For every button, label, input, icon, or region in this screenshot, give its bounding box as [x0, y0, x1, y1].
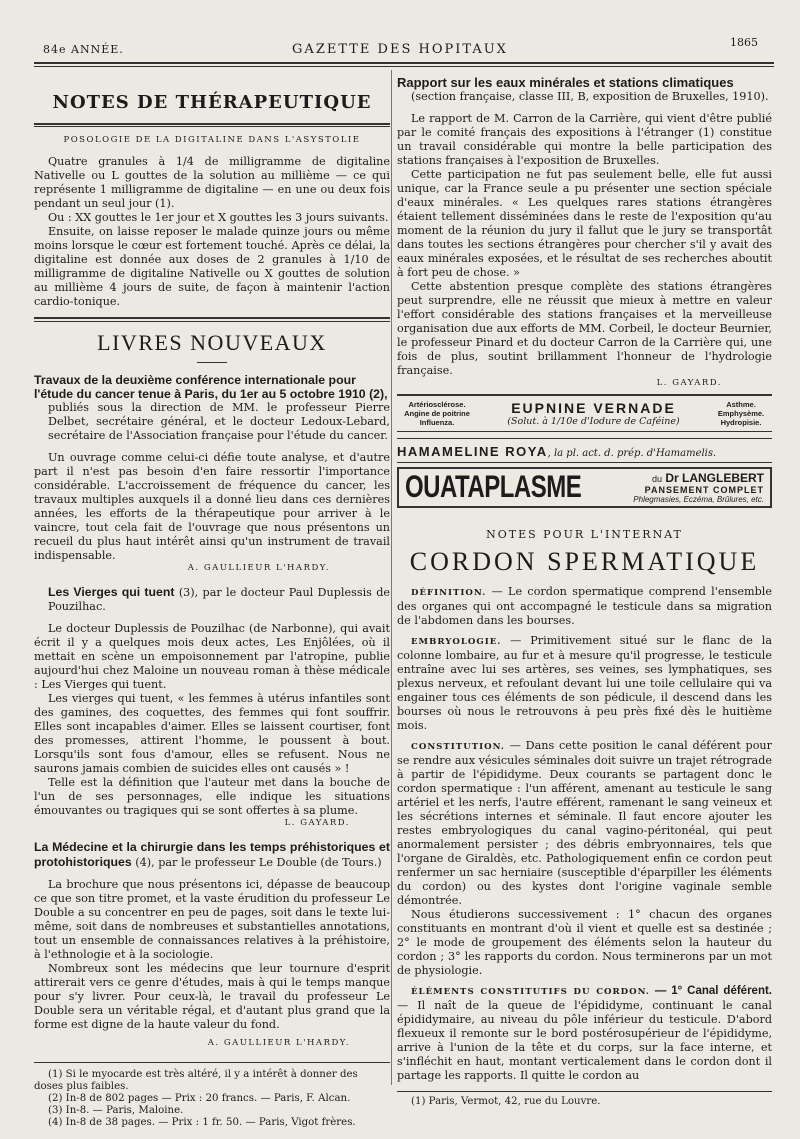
advert-indications: Artériosclérose. Angine de poitrine Influenza.: [404, 400, 470, 427]
advert-uses: Phlegmasies, Eczéma, Brûlures, etc.: [633, 495, 764, 504]
paragraph-lead: CONSTITUTION.: [411, 742, 505, 752]
book-byline: (4), par le professeur Le Double (de Tours.): [135, 856, 382, 869]
definition-text: — Le cordon spermatique comprend l'ensemble des organes qui ont accompagné le testicule dans sa migration de l'abdomen dans les bourses.: [397, 585, 772, 627]
footnote: (1) Si le myocarde est très altéré, il y a intérêt à donner des doses plus faibles.: [34, 1069, 358, 1092]
rapport-paragraph: Cette abstention presque complète des stations étrangères peut surprendre, elle ne réussit que mieux à mettre en valeur l'effort considérable des stations françaises et la merveilleuse organisation due aux efforts de MM. Corbeil, le docteur Beurnier, le professeur Pinard et du docteur Carron de la Carrière qui, une fois de plus, soutint brillamment l'honneur de l'hydrologie française.: [397, 280, 772, 377]
left-column: [34, 82, 390, 1129]
book-review: Nombreux sont les médecins que leur tournure d'esprit attirerait vers ce genre d'études, mais à qui le temps manque pour s'y livrer. Pour ceux-là, le travail du professeur Le Double sera un véritable régal, et d'autant plus grand que la forme est digne de la haute valeur du fond.: [34, 962, 390, 1031]
footnote: (1) Paris, Vermot, 42, rue du Louvre.: [411, 1096, 601, 1107]
paragraph-lead: ÉLÉMENTS CONSTITUTIFS DU CORDON.: [411, 987, 650, 997]
advert-brand: OUATAPLASME: [405, 469, 582, 505]
book-title: La Médecine et la chirurgie dans les temps préhistoriques et protohistoriques: [34, 840, 390, 869]
short-rule: [197, 362, 227, 363]
elements-text: — Il naît de la queue de l'épididyme, continuant le canal épididymaire, au niveau du pôle inférieur du testicule. D'abord flexueux il remonte sur le bord postérosupérieur de l'épididyme, arrive à l'union de la tête et du corps, sur la face interne, et s'infléchit en haut, montant verticalement dans le cordon dont il partage les rapports. Il quitte le cordon au: [397, 999, 772, 1082]
posology-subheading: POSOLOGIE DE LA DIGITALINE DANS L'ASYSTOLIE: [63, 135, 361, 145]
internat-heading: NOTES POUR L'INTERNAT: [486, 528, 683, 541]
book-byline: (3), par le docteur Paul Duplessis de Pouzilhac.: [48, 586, 391, 613]
cordon-title: CORDON SPERMATIQUE: [409, 547, 760, 576]
book-publisher: publiés sous la direction de MM. le professeur Pierre Delbet, secrétaire général, et le docteur Ledoux-Lebard, secrétaire de l'Association française pour l'étude du cancer.: [48, 401, 390, 442]
footnote: (2) In-8 de 802 pages — Prix : 20 francs. — Paris, F. Alcan.: [48, 1093, 351, 1104]
rapport-subtitle: (section française, classe III, B, exposition de Bruxelles, 1910).: [411, 90, 769, 103]
canal-deferent-title: — 1° Canal déférent.: [649, 985, 772, 997]
footnote-rule: [397, 1091, 772, 1092]
section-heading-livres: LIVRES NOUVEAUX: [97, 330, 327, 355]
journal-title: GAZETTE DES HOPITAUX: [292, 42, 508, 57]
signature: A. GAULLIEUR L'HARDY.: [207, 1038, 350, 1048]
advert-prefix: du: [651, 474, 662, 484]
book-title: Travaux de la deuxième conférence internationale pour l'étude du cancer tenue à Paris, du 1er au 5 octobre 1910 (2),: [34, 373, 388, 401]
book-review: Le docteur Duplessis de Pouzilhac (de Narbonne), qui avait écrit il y a quelques mois deux actes, Les Enjôlées, où il mettait en scène un empoisonnement par l'atropine, publie aujourd'hui chez Maloine un nouveau roman à thèse médicale : Les Vierges qui tuent.: [34, 622, 390, 691]
issue-number: 84e ANNÉE.: [43, 43, 124, 56]
section-divider: [34, 317, 390, 322]
right-column: [397, 76, 772, 1108]
rapport-paragraph: Le rapport de M. Carron de la Carrière, qui vient d'être publié par le comité français des expositions à l'étranger (1) constitue un travail considérable qui montre la belle participation des stations françaises à l'exposition de Bruxelles.: [397, 112, 772, 167]
divider: [34, 123, 390, 127]
rapport-paragraph: Cette participation ne fut pas seulement belle, elle fut aussi unique, car la France seule a pu présenter une section spéciale d'eaux minérales. « Les quelques rares stations étrangères étaient tellement disséminées dans le reste de l'exposition qu'au moment de la réunion du jury il fallut que le jury se transportât dans toutes les sections étrangères pour chercher s'il y avait des eaux minérales exposées, et le résultat de ses recherches aboutit à fort peu de chose. »: [397, 168, 772, 279]
constitution-text: — Dans cette position le canal déférent pour se rendre aux vésicules séminales doit suivre un trajet rétrograde à partir de l'épididyme. Deux courants se partagent donc le cordon spermatique : l'un afférent, amenant au testicule le sang artériel et les nerfs, l'autre efférent, ramenant le sang veineux et les sécrétions internes et séminale. Il faut encore ajouter les restes embryologiques du canal vagino-péritonéal, qui peut anormalement persister ; des débris embryonnaires, tels que l'organe de Giraldès, etc. Pathologiquement enfin ce cordon peut renfermer un sac herniaire (susceptible d'éparpiller les éléments du cordon) ou des kystes dont l'origine vaginale semble démontrée.: [397, 739, 772, 907]
advert-brand: EUPNINE VERNADE: [511, 400, 676, 416]
book-review: Les vierges qui tuent, « les femmes à utérus infantiles sont des gamines, des coquettes, des femmes qui font souffrir. Elles sont incapables d'aimer. Elles se laissent courtiser, font des promesses, attirent l'homme, le poussent à bout. Lorsqu'ils sont fous d'amour, elles se refusent. Nous ne saurons jamais combien de suicides elles ont causés » !: [34, 692, 390, 775]
footnote-rule: [34, 1062, 390, 1063]
advert-subtitle: PANSEMENT COMPLET: [644, 485, 764, 495]
therapeutique-paragraph: Ou : XX gouttes le 1er jour et X gouttes les 3 jours suivants.: [48, 211, 389, 224]
signature: L. GAYARD.: [656, 378, 722, 388]
embryology-text: — Primitivement situé sur le flanc de la colonne lombaire, au fur et à mesure qu'il progresse, le testicule entraîne avec lui ses artères, ses veines, ses lymphatiques, ses plexus nerveux, et refoulant devant lui une toile cellulaire qui va engainer tous ces éléments de son pédicule, il descend dans les bourses où nous le retrouvons à peu près fixé dès le huitième mois.: [397, 634, 772, 732]
therapeutique-paragraph: Quatre granules à 1/4 de milligramme de digitaline Nativelle ou L gouttes de la solution au millième — ce qui représente 1 milligramme de digitaline — en une ou deux fois pendant un seul jour (1).: [34, 155, 390, 210]
advert-ouataplasme: [397, 467, 772, 508]
paragraph-lead: DÉFINITION.: [411, 588, 487, 598]
signature: A. GAULLIEUR L'HARDY.: [187, 563, 330, 573]
advert-eupnine: [397, 394, 772, 432]
rapport-title: Rapport sur les eaux minérales et stations climatiques: [397, 75, 734, 90]
advert-formula: (Solut. à 1/10e d'Iodure de Caféine): [507, 416, 680, 427]
advert-maker: Dr LANGLEBERT: [665, 471, 764, 485]
header-rule: [34, 62, 774, 64]
signature: L. GAYARD.: [284, 818, 350, 828]
advert-indications: Asthme. Emphysème. Hydropisie.: [717, 400, 765, 427]
therapeutique-paragraph: Ensuite, on laisse reposer le malade quinze jours ou même moins lorsque le cœur est fortement touché. Après ce délai, la digitaline est donnée aux doses de 2 granules à 1/10 de milligramme de digitaline Nativelle ou X gouttes de solution au millième 4 jours de suite, de façon à maintenir l'action cardio-tonique.: [34, 225, 390, 308]
column-divider: [391, 70, 392, 1085]
footnote: (3) In-8. — Paris, Maloine.: [48, 1105, 184, 1116]
page-number: 1865: [730, 36, 758, 49]
advert-brand: HAMAMELINE ROYA: [397, 444, 548, 459]
book-review: Telle est la définition que l'auteur met dans la bouche de l'un de ses personnages, elle indique les situations émouvantes ou tragiques qui se sont offertes à sa plume.: [34, 776, 390, 817]
section-heading-therapeutique: NOTES DE THÉRAPEUTIQUE: [52, 92, 372, 113]
book-review: La brochure que nous présentons ici, dépasse de beaucoup ce que son titre promet, et la vaste érudition du professeur Le Double a su concentrer en peu de pages, soit dans le texte lui-même, soit dans de nombreuses et substantielles annotations, tout un ensemble de connaissances relatives à la préhistoire, à l'ethnologie et à la sociologie.: [34, 878, 390, 961]
paragraph-lead: EMBRYOLOGIE.: [411, 637, 502, 647]
book-review: Un ouvrage comme celui-ci défie toute analyse, et d'autre part il n'est pas besoin d'en faire ressortir l'importance considérable. L'accroissement de fréquence du cancer, les travaux multiples auxquels il a donné lieu dans ces dernières années, les efforts de la thérapeutique pour arriver à le vaincre, tout cela fait de l'ouvrage que nous présentons un recueil du plus haut intérêt ainsi qu'un instrument de travail indispensable.: [34, 451, 390, 562]
book-title: Les Vierges qui tuent: [48, 585, 175, 599]
advert-tagline: , la pl. act. d. prép. d'Hamamelis.: [547, 448, 717, 459]
footnote: (4) In-8 de 38 pages. — Prix : 1 fr. 50. — Paris, Vigot frères.: [48, 1117, 356, 1128]
study-plan-text: Nous étudierons successivement : 1° chacun des organes constituants en montrant d'où il vient et quelle est sa destinée ; 2° le mode de groupement des éléments selon la hauteur du cordon ; 3° les rapports du cordon. Nous terminerons par un mot de physiologie.: [397, 908, 772, 977]
advert-hamameline: [397, 438, 772, 463]
header-rule-thin: [34, 66, 774, 67]
